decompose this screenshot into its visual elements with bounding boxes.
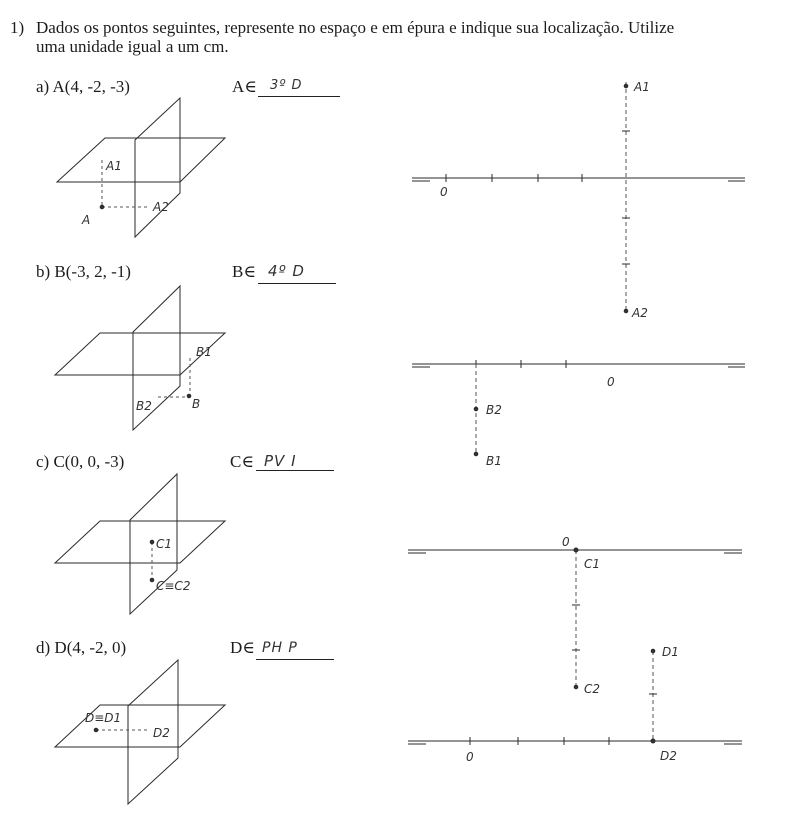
epura-d-D1: D1 (662, 645, 679, 659)
item-c-label: c) C(0, 0, -3) (36, 452, 125, 471)
label-b: B (192, 397, 201, 411)
epura-d-D2: D2 (660, 749, 677, 763)
item-d-answer: PH P (262, 640, 298, 656)
horizontal-plane-c (55, 521, 225, 563)
item-d-label: d) D(4, -2, 0) (36, 638, 127, 657)
item-c-belongs: C∈ (230, 452, 254, 471)
epura-b (412, 360, 745, 456)
epura-c-origin: 0 (562, 535, 570, 549)
item-b-belongs: B∈ (232, 262, 256, 281)
item-c-answer: PV I (264, 452, 297, 470)
horizontal-plane-a (57, 138, 225, 182)
epura-b-B2: B2 (486, 403, 502, 417)
item-a-answer: 3º D (270, 78, 303, 93)
space-diagram-d (55, 660, 225, 804)
vertical-plane-a (135, 98, 180, 237)
horizontal-plane-d (55, 705, 225, 747)
label-c1: C1 (156, 537, 173, 551)
item-d-belongs: D∈ (230, 638, 255, 657)
epura-a (412, 82, 745, 313)
item-b-answer: 4º D (268, 262, 305, 280)
exercise-number: 1) (10, 18, 25, 37)
item-a-label: a) A(4, -2, -3) (36, 77, 130, 96)
epura-c-C1: C1 (584, 557, 601, 571)
space-diagram-c (55, 474, 225, 614)
label-a2: A2 (153, 200, 169, 214)
exercise-statement-line1: Dados os pontos seguintes, represente no espaço e em épura e indique sua localização. Utilize (36, 18, 675, 37)
epura-a-A2: A2 (632, 306, 648, 320)
label-d-d1: D≡D1 (85, 711, 122, 725)
label-b1: B1 (196, 345, 212, 359)
epura-a-origin: 0 (440, 185, 448, 199)
epura-cd (408, 548, 742, 745)
epura-c-C2: C2 (584, 682, 601, 696)
label-a1: A1 (106, 159, 122, 173)
epura-d-origin: 0 (466, 750, 474, 764)
label-d2: D2 (153, 726, 170, 740)
label-a: A (82, 213, 91, 227)
epura-b-B1: B1 (486, 454, 502, 468)
epura-b-origin: 0 (607, 375, 615, 389)
item-a-belongs: A∈ (232, 77, 257, 96)
exercise-statement-line2: uma unidade igual a um cm. (36, 37, 229, 56)
label-b2: B2 (136, 399, 152, 413)
item-b-label: b) B(-3, 2, -1) (36, 262, 131, 281)
label-c-c2: C≡C2 (156, 579, 191, 593)
epura-a-A1: A1 (634, 80, 650, 94)
